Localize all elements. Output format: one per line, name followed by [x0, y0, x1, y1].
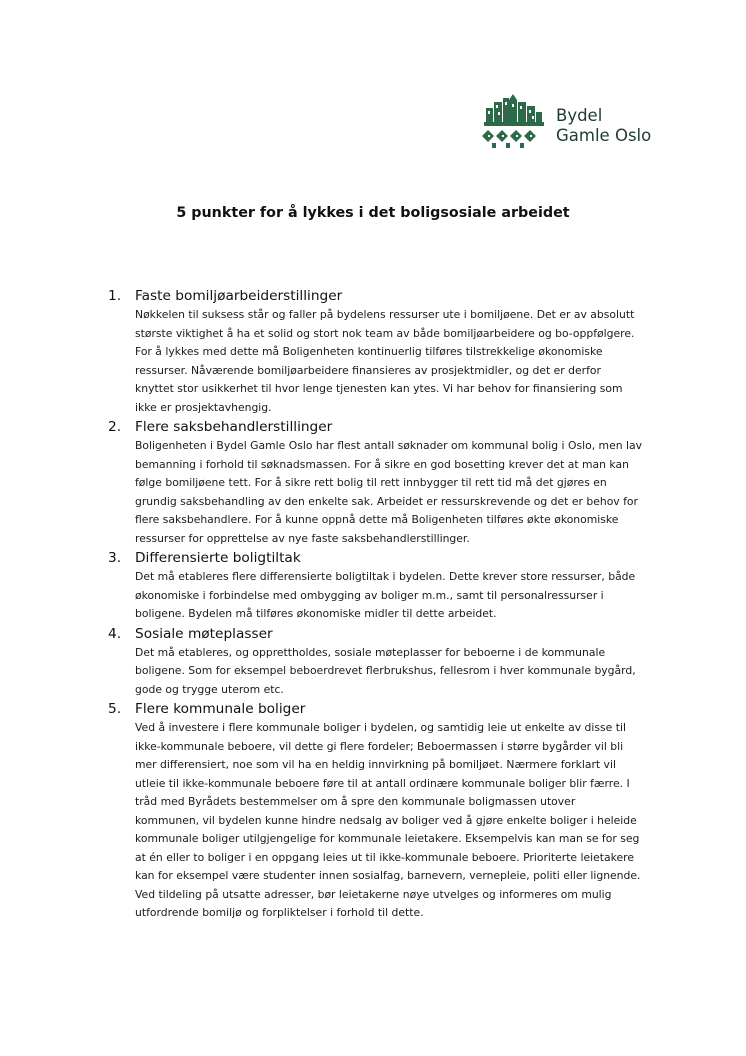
body-line: Nøkkelen til suksess står og faller på bydelens ressurser ute i bomiljøene. Det er av absolutt — [135, 308, 635, 321]
logo-line-2: Gamle Oslo — [556, 126, 652, 145]
body-line: ikke-kommunale beboere, vil dette gi flere fordeler; Beboermassen i større bygårder vil bli — [135, 739, 624, 753]
body-line: Det må etableres flere differensierte boligtiltak i bydelen. Dette krever store ressurser, både — [135, 570, 636, 583]
item-heading-text: Sosiale møteplasser — [135, 625, 273, 642]
list-item — [108, 548, 668, 624]
bydel-logo — [480, 90, 670, 152]
body-line: For å lykkes med dette må Boligenheten kontinuerlig tilføres tilstrekkelige økonomiske — [135, 345, 603, 358]
body-line: kommunen, vil bydelen kunne hindre nedsalg av boliger ved å gjøre enkelte boliger i heleide — [135, 813, 637, 827]
body-line: Boligenheten i Bydel Gamle Oslo har flest antall søknader om kommunal bolig i Oslo, men lav — [135, 439, 643, 452]
body-line: Ved tildeling på utsatte adresser, bør leietakerne nøye utvelges og informeres om mulig — [135, 887, 612, 901]
body-line: at én eller to boliger i en oppgang leies ut til ikke-kommunale beboere. Prioriterte leietakere — [135, 850, 634, 864]
body-line: utfordrende bomiljø og forpliktelser i forhold til dette. — [135, 906, 424, 919]
body-line: Det må etableres, og opprettholdes, sosiale møteplasser for beboerne i de kommunale — [135, 645, 606, 659]
item-heading-text: Faste bomiljøarbeiderstillinger — [135, 288, 343, 304]
item-heading — [108, 548, 668, 568]
item-heading — [108, 417, 668, 437]
body-line: flere saksbehandlere. For å kunne oppnå dette må Boligenheten tilføres økte økonomiske — [135, 513, 619, 526]
item-number: 4. — [108, 625, 122, 642]
item-heading — [108, 624, 668, 644]
item-body — [108, 568, 668, 624]
body-line: tråd med Byrådets bestemmelser om å spre den kommunale boligmassen utover — [135, 795, 576, 808]
logo-wordmark — [556, 106, 651, 146]
body-line: mer differensiert, noe som vil ha en heldig innvirkning på bomiljøet. Nærmere forklart vil — [135, 758, 616, 771]
body-line: boligene. Som for eksempel beboerdrevet flerbrukshus, fellesrom i hver kommunale bygård, — [135, 664, 636, 677]
body-line: ressurser. Nåværende bomiljøarbeidere finansieres av prosjektmidler, og det er derfor — [135, 363, 601, 377]
body-line: knyttet stor usikkerhet til hvor lenge tjenesten kan ytes. Vi har behov for finansiering som — [135, 382, 623, 395]
item-body — [108, 644, 668, 700]
body-line: utleie til ikke-kommunale beboere føre til at antall ordinære kommunale boliger blir færre. I — [135, 776, 630, 790]
item-body — [108, 306, 668, 417]
list-item — [108, 624, 668, 700]
item-heading-text: Differensierte boligtiltak — [135, 550, 301, 566]
body-line: økonomiske i forbindelse med ombygging av boliger m.m., samt til personalressurser i — [135, 588, 604, 602]
body-line: grundig saksbehandling av den enkelte sak. Arbeidet er ressurskrevende og det er behov for — [135, 494, 638, 508]
body-line: Ved å investere i flere kommunale boliger i bydelen, og samtidig leie ut enkelte av disse til — [135, 721, 626, 734]
body-line: største viktighet å ha et solid og stort nok team av både bomiljøarbeidere og bo-oppfølgere. — [135, 326, 635, 340]
item-number: 2. — [108, 419, 122, 435]
body-line: gode og trygge uterom etc. — [135, 682, 284, 696]
numbered-list — [108, 286, 668, 923]
item-body — [108, 719, 668, 923]
item-heading — [108, 286, 668, 306]
body-line: kommunale boliger utilgjengelige for kommunale leietakere. Eksempelvis kan man se for seg — [135, 832, 640, 845]
body-line: ikke er prosjektavhengig. — [135, 400, 272, 414]
bydel-gamle-oslo-emblem-icon — [480, 90, 546, 150]
body-line: følge bomiljøene tett. For å sikre rett bolig til rett innbygger til rett tid må det gjøres en — [135, 476, 607, 489]
item-number: 1. — [108, 288, 122, 304]
body-line: boligene. Bydelen må tilføres økonomiske midler til dette arbeidet. — [135, 607, 497, 620]
list-item — [108, 699, 668, 923]
page-title: 5 punkter for å lykkes i det boligsosiale arbeidet — [176, 205, 570, 221]
body-line: ressurser for opprettelse av nye faste saksbehandlerstillinger. — [135, 531, 470, 545]
item-heading — [108, 699, 668, 719]
list-item — [108, 417, 668, 548]
body-line: kan for eksempel være studenter innen sosialfag, barnevern, vernepleie, politi eller lignende. — [135, 869, 641, 882]
body-line: bemanning i forhold til søknadsmassen. For å sikre en god bosetting krever det at man kan — [135, 457, 629, 471]
item-heading-text: Flere kommunale boliger — [135, 701, 306, 717]
item-body — [108, 437, 668, 548]
item-number: 3. — [108, 550, 122, 566]
item-number: 5. — [108, 701, 122, 717]
logo-line-1: Bydel — [556, 106, 603, 125]
item-heading-text: Flere saksbehandlerstillinger — [135, 419, 333, 435]
list-item — [108, 286, 668, 417]
